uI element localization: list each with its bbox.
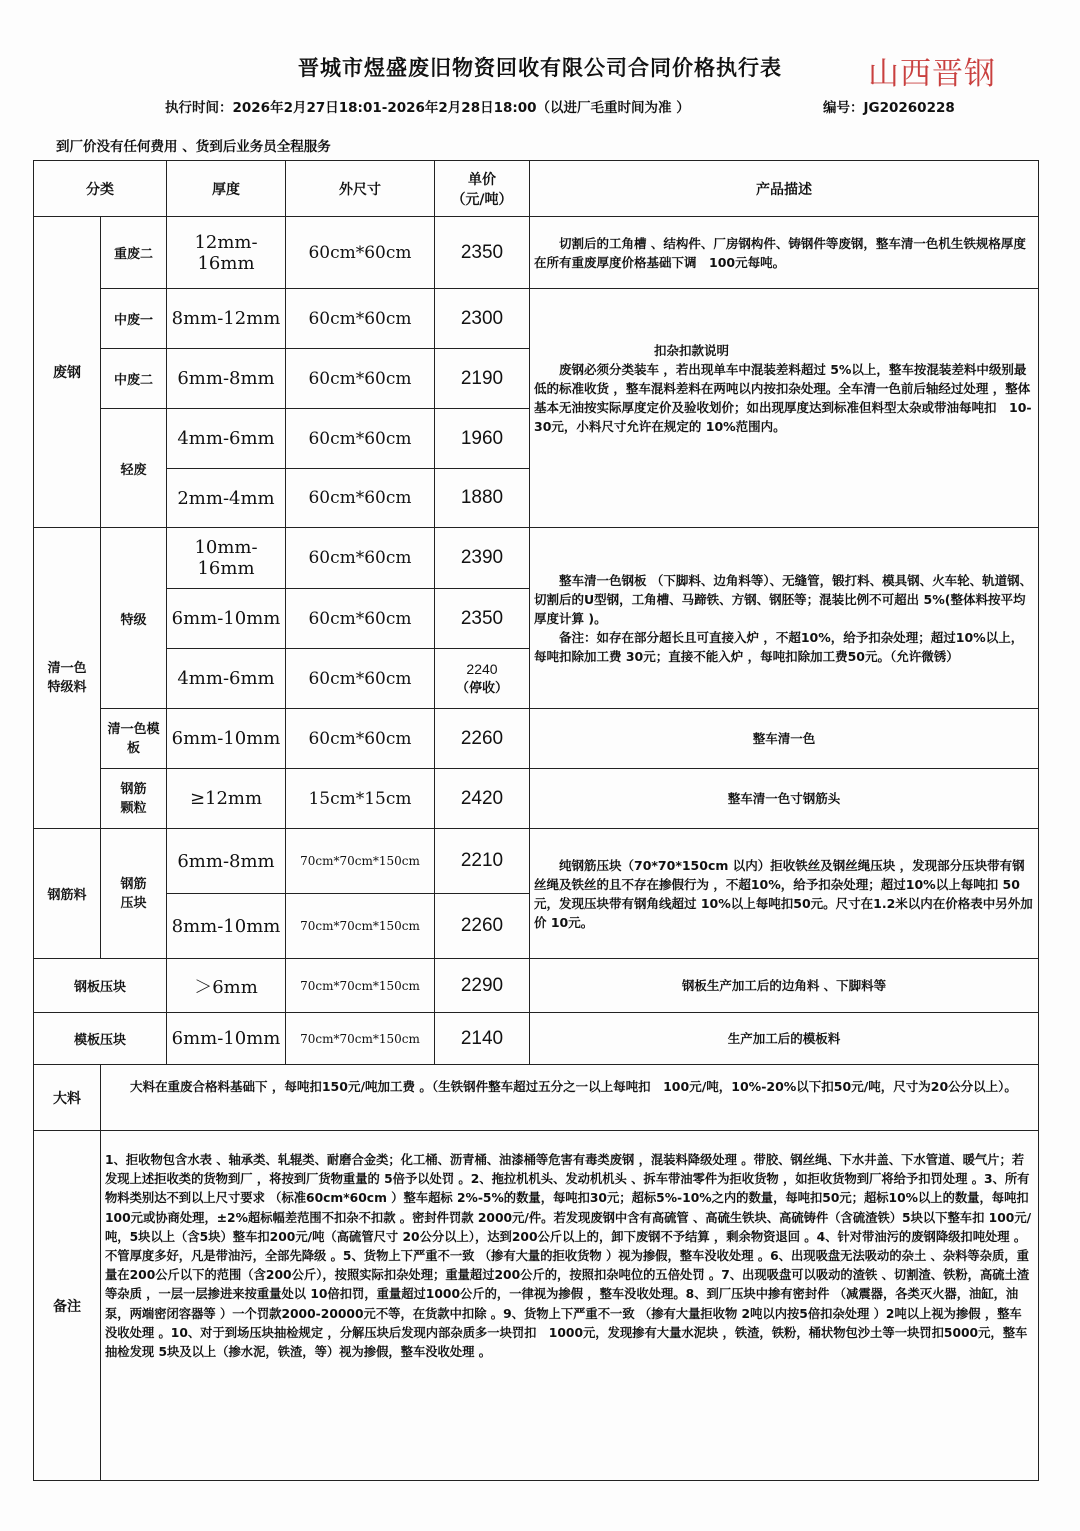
sub-category: 重废二 xyxy=(101,217,167,289)
deduct-title: 扣杂扣款说明 xyxy=(654,342,730,358)
group-form-block: 模板压块 xyxy=(34,1013,167,1065)
desc-plate-block: 钢板生产加工后的边角料 、下脚料等 xyxy=(530,959,1039,1013)
group-scrap: 废钢 xyxy=(34,217,101,528)
desc-special xyxy=(530,528,1039,709)
size: 70cm*70cm*150cm xyxy=(286,1013,435,1065)
price xyxy=(435,649,530,709)
thickness: 8mm-12mm xyxy=(167,289,286,349)
header-price xyxy=(435,161,530,217)
desc-heavy xyxy=(530,217,1039,289)
price: 1880 xyxy=(435,469,530,528)
special-text: 整车清一色钢板 （下脚料、边角料等）、无缝管，锻打料、模具钢、火车轮、轨道钢、切割后的U型钢，工角槽、马蹄铁、方钢、钢胚等；混装比例不可超出 5%(整体料按平均厚度计算 )。 xyxy=(534,572,1033,626)
sub-category: 钢筋颗粒 xyxy=(101,769,167,829)
thickness: 6mm-10mm xyxy=(167,709,286,769)
service-note: 到厂价没有任何费用 、货到后业务员全程服务 xyxy=(56,139,331,155)
thickness: 6mm-10mm xyxy=(167,589,286,649)
desc-form: 整车清一色 xyxy=(530,709,1039,769)
price: 2350 xyxy=(435,217,530,289)
sub-category: 中废一 xyxy=(101,289,167,349)
desc-rebar-grain: 整车清一色寸钢筋头 xyxy=(530,769,1039,829)
price: 2140 xyxy=(435,1013,530,1065)
header-size: 外尺寸 xyxy=(286,161,435,217)
size: 70cm*70cm*150cm xyxy=(286,829,435,894)
size: 60cm*60cm xyxy=(286,589,435,649)
size: 60cm*60cm xyxy=(286,469,435,528)
size: 70cm*70cm*150cm xyxy=(286,959,435,1013)
thickness: 6mm-10mm xyxy=(167,1013,286,1065)
table-row xyxy=(34,829,1039,894)
table-row xyxy=(34,289,1039,349)
rebar-block-text: 纯钢筋压块（70*70*150cm 以内）拒收铁丝及钢丝绳压块 ，发现部分压块带有钢丝绳及铁丝的且不存在掺假行为 ，不超10%，给予扣杂处理；超过10%以上每吨扣 50元，发现压块带有钢角线超过 10%以上每吨扣50元。尺寸在1.2米以内在价格表中另外加价 10元。 xyxy=(534,857,1033,930)
sub-category: 轻废 xyxy=(101,409,167,528)
table-header-row xyxy=(34,161,1039,217)
size: 60cm*60cm xyxy=(286,289,435,349)
size: 15cm*15cm xyxy=(286,769,435,829)
table-row xyxy=(34,1065,1039,1131)
table-row xyxy=(34,1013,1039,1065)
header-price-label: 单价 xyxy=(468,171,496,188)
price: 2350 xyxy=(435,589,530,649)
desc-rebar-block xyxy=(530,829,1039,959)
price: 2210 xyxy=(435,829,530,894)
desc-deduct xyxy=(530,289,1039,528)
thickness: 8mm-10mm xyxy=(167,894,286,959)
price: 2260 xyxy=(435,709,530,769)
remarks-text: 1、拒收物包含水表 、轴承类、轧辊类、耐磨合金类；化工桶、沥青桶、油漆桶等危害有毒类废钢 ，混装料降级处理 。带胶、钢丝绳、下水井盖、下水管道、暖气片；若发现上述拒收类的货物到厂 ，将按到厂货物重量的 5倍予以处罚 。2、拖拉机机头、发动机机头 、拆车带油零件为拒收货物 ，如拒收货物到厂将给予扣罚处理 。3、所有物料类别达不到以上尺寸要求 （标准60cm*60cm ）整车超标 2%-5%的数量，每吨扣30元；超标5%-10%之内的数量，每吨扣50元；超标10%以上的数量，每吨扣 100元或协商处理，±2%超标幅差范围不扣杂不扣款 。密封件罚款 2000元/件。若发现废钢中含有高硫管 、高硫生铁块、高硫铸件（含硫渣铁）5块以下整车扣 100元/吨，5块以上（含5块）整车扣200元/吨（高硫管尺寸 20公分以上），达到200公斤以上的，卸下废钢不予结算 ，剩余物资退回 。4、针对带油污的废钢降级扣吨处理 。不管厚度多好，凡是带油污，全部先降级 。5、货物上下严重不一致 （掺有大量的拒收货物 ）视为掺假，整车没收处理 。6、出现吸盘无法吸动的杂土 、杂料等杂质，重量在200公斤以下的范围（含200公斤），按照实际扣杂处理；重量超过200公斤的，按照扣杂吨位的五倍处罚 。7、出现吸盘可以吸动的渣铁 、切割渣、铁粉，高硫土渣等杂质 ，一层一层掺进来按重量处以 10倍扣罚，重量超过1000公斤的，一律视为掺假 ，整车没收处理。8、到厂压块中掺有密封件 （减震器，各类灭火器，油缸，油泵，两端密闭容器等 ）一个罚款2000-20000元不等，在货款中扣除 。9、货物上下严重不一致 （掺有大量拒收物 2吨以内按5倍扣杂处理 ）2吨以上视为掺假 ，整车没收处理 。10、对于到场压块抽检规定 ，分解压块后发现内部杂质多一块罚扣 1000元，发现掺有大量水泥块 ，铁渣，铁粉，桶状物包沙土等一块罚扣5000元，整车抽检发现 5块及以上（掺水泥，铁渣，等）视为掺假，整车没收处理 。 xyxy=(101,1131,1039,1481)
header-desc: 产品描述 xyxy=(530,161,1039,217)
sub-category: 清一色模板 xyxy=(101,709,167,769)
thickness: 4mm-6mm xyxy=(167,409,286,469)
page-title: 晋城市煜盛废旧物资回收有限公司合同价格执行表 xyxy=(298,56,782,80)
sub-category: 特级 xyxy=(101,528,167,709)
price: 2420 xyxy=(435,769,530,829)
size: 60cm*60cm xyxy=(286,709,435,769)
price-table xyxy=(33,160,1039,1481)
size: 60cm*60cm xyxy=(286,349,435,409)
size: 60cm*60cm xyxy=(286,409,435,469)
price: 2190 xyxy=(435,349,530,409)
table-row xyxy=(34,959,1039,1013)
thickness: ≥12mm xyxy=(167,769,286,829)
document-code: 编号：JG20260228 xyxy=(823,100,955,116)
thickness: 4mm-6mm xyxy=(167,649,286,709)
group-remarks: 备注 xyxy=(34,1131,101,1481)
thickness: 6mm-8mm xyxy=(167,829,286,894)
price: 2300 xyxy=(435,289,530,349)
group-clean: 清一色特级料 xyxy=(34,528,101,829)
thickness: 10mm-16mm xyxy=(167,528,286,589)
price-note: （停收） xyxy=(455,681,508,696)
bulk-text: 大料在重废合格料基础下 ，每吨扣150元/吨加工费 。（生铁钢件整车超过五分之一以上每吨扣 100元/吨，10%-20%以下扣50元/吨，尺寸为20公分以上）。 xyxy=(130,1079,1017,1094)
desc-form-block: 生产加工后的模板料 xyxy=(530,1013,1039,1065)
price: 1960 xyxy=(435,409,530,469)
header-thickness: 厚度 xyxy=(167,161,286,217)
desc-bulk xyxy=(101,1065,1039,1131)
desc-heavy-text: 切割后的工角槽 、结构件、厂房钢构件、铸钢件等废钢，整车清一色机生铁规格厚度在所有重废厚度价格基础下调 100元每吨。 xyxy=(534,235,1026,270)
group-rebar: 钢筋料 xyxy=(34,829,101,959)
price: 2290 xyxy=(435,959,530,1013)
size: 60cm*60cm xyxy=(286,528,435,589)
thickness: ＞6mm xyxy=(167,959,286,1013)
size: 60cm*60cm xyxy=(286,217,435,289)
price: 2390 xyxy=(435,528,530,589)
table-row xyxy=(34,1131,1039,1481)
price-value: 2240 xyxy=(466,661,498,677)
special-note: 备注：如存在部分超长且可直接入炉 ，不超10%，给予扣杂处理；超过10%以上，每吨扣除加工费 30元；直接不能入炉 ，每吨扣除加工费50元。（允许微锈） xyxy=(534,629,1024,664)
header-price-unit: （元/吨） xyxy=(451,191,513,208)
sub-category: 中废二 xyxy=(101,349,167,409)
size: 70cm*70cm*150cm xyxy=(286,894,435,959)
size: 60cm*60cm xyxy=(286,649,435,709)
table-row xyxy=(34,769,1039,829)
company-stamp: 山西晋钢 xyxy=(868,56,996,92)
thickness: 2mm-4mm xyxy=(167,469,286,528)
price: 2260 xyxy=(435,894,530,959)
table-row xyxy=(34,709,1039,769)
header-category: 分类 xyxy=(34,161,167,217)
table-row xyxy=(34,217,1039,289)
group-bulk: 大料 xyxy=(34,1065,101,1131)
group-plate-block: 钢板压块 xyxy=(34,959,167,1013)
thickness: 12mm-16mm xyxy=(167,217,286,289)
sub-category: 钢筋压块 xyxy=(101,829,167,959)
table-row xyxy=(34,528,1039,589)
thickness: 6mm-8mm xyxy=(167,349,286,409)
execution-time: 执行时间：2026年2月27日18:01-2026年2月28日18:00（以进厂毛重时间为准 ） xyxy=(165,100,690,116)
deduct-body: 废钢必须分类装车 ，若出现单车中混装差料超过 5%以上，整车按混装差料中级别最低的标准收货 ，整车混料差料在两吨以内按扣杂处理。全车清一色前后轴经过处理 ，整体基本无油按实际厚度定价及验收划价；如出现厚度达到标准但料型太杂或带油每吨扣 10-30元，小料尺寸允许在规定的 10%范围内。 xyxy=(534,361,1032,434)
